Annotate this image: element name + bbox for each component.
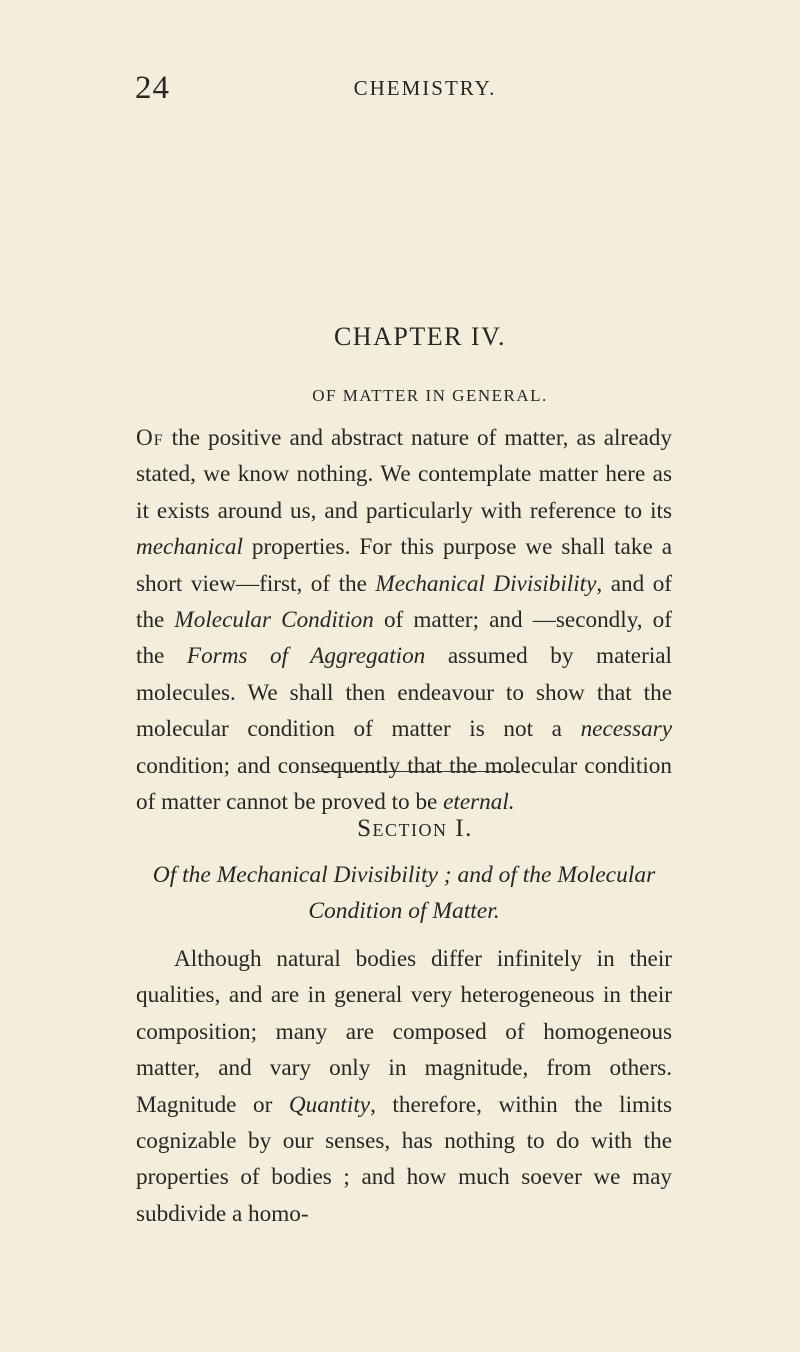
lead-word: Of <box>136 425 164 451</box>
emphasis: mechanical <box>136 534 243 561</box>
page-number: 24 <box>135 70 170 106</box>
text-run: , therefore, within the limits cognizable by our senses, has nothing to do with the properties of bodies ; and how much soever we may subdivide a homo- <box>136 1091 672 1227</box>
emphasis: eternal. <box>443 789 515 816</box>
emphasis: Molecular Condition <box>174 607 374 634</box>
page-header <box>135 70 655 110</box>
text-run: of matter; and —secondly, of the <box>136 607 673 670</box>
text-run: assumed by material molecules. We shall then endeavour to show that the molecular condition of matter is not a <box>136 643 672 743</box>
intro-paragraph <box>136 420 672 820</box>
running-head: CHEMISTRY. <box>353 76 497 100</box>
emphasis: Forms of Aggregation <box>186 643 426 670</box>
chapter-title: CHAPTER IV. <box>333 322 507 351</box>
section-divider <box>316 771 520 772</box>
text-run: , and of the <box>136 570 673 634</box>
section-title: Of the Mechanical Divisibility ; and of the Molecular Condition of Matter. <box>152 862 656 924</box>
emphasis: necessary <box>580 716 672 743</box>
section-paragraph <box>136 941 672 1232</box>
section-heading: Section I. <box>357 815 473 842</box>
text-run: condition; and consequently that the molecular condition of matter cannot be proved to be <box>136 752 672 816</box>
text-run: the positive and abstract nature of matter, as already stated, we know nothing. We contemplate matter here as it exists around us, and particularly with reference to its <box>136 425 672 524</box>
text-run: properties. For this purpose we shall take a short view—first, of the <box>136 534 672 597</box>
text-run: Although natural bodies differ infinitely in their qualities, and are in general very heterogeneous in their composition; many are composed of homogeneous matter, and vary only in magnitude, from others. Magnitude or <box>136 946 672 1118</box>
chapter-subtitle: OF MATTER IN GENERAL. <box>312 386 548 405</box>
emphasis: Mechanical Divisibility <box>375 570 597 597</box>
emphasis: Quantity <box>288 1091 371 1118</box>
